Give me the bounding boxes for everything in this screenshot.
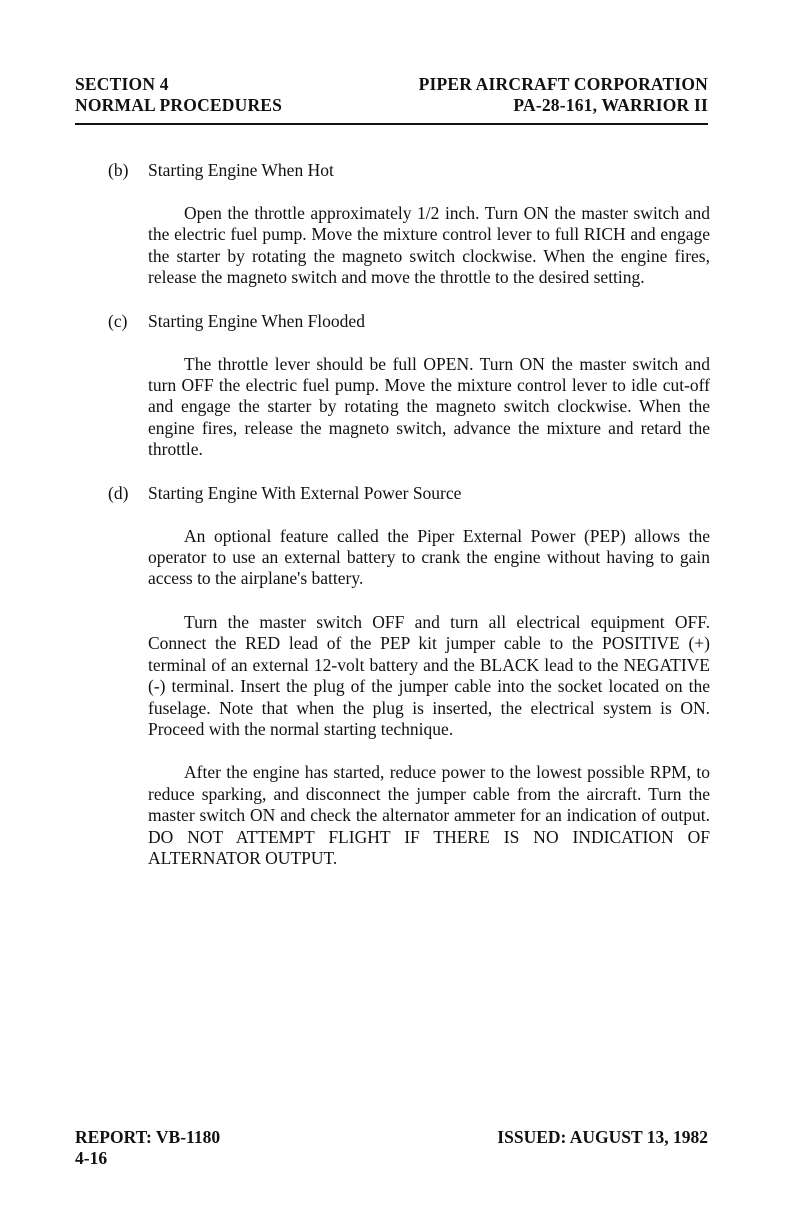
- section-external-power: [108, 483, 710, 870]
- header-row-top: [75, 74, 708, 95]
- paragraph: The throttle lever should be full OPEN. Turn ON the master switch and turn OFF the electric fuel pump. Move the mixture control lever to idle cut-off and engage the starter by rotating the magneto switch clockwise. When the engine fires, release the magneto switch, advance the mixture and retard the throttle.: [148, 353, 710, 460]
- section-letter: (b): [108, 160, 129, 180]
- paragraph: Turn the master switch OFF and turn all electrical equipment OFF. Connect the RED lead of the PEP kit jumper cable to the POSITIVE (+) terminal of an external 12-volt battery and the BLACK lead to the NEGATIVE (-) terminal. Insert the plug of the jumper cable into the socket located on the fuselage. Note that when the plug is inserted, the electrical system is ON. Proceed with the normal starting technique.: [148, 611, 710, 739]
- page-footer: [75, 1127, 708, 1169]
- section-title: Starting Engine With External Power Source: [148, 482, 462, 503]
- section-letter: (d): [108, 482, 129, 503]
- section-heading: [108, 160, 710, 181]
- footer-report: REPORT: VB-1180: [75, 1127, 221, 1147]
- section-title: Starting Engine When Hot: [148, 160, 334, 180]
- section-letter: (c): [108, 310, 128, 331]
- section-starting-hot: [108, 160, 710, 289]
- paragraph: An optional feature called the Piper External Power (PEP) allows the operator to use an external battery to crank the engine without having to gain access to the airplane's battery.: [148, 525, 710, 589]
- footer-row: [75, 1127, 708, 1148]
- header-section-title: NORMAL PROCEDURES: [75, 95, 283, 115]
- section-starting-flooded: [108, 311, 710, 461]
- page-header: [75, 74, 708, 116]
- paragraph: After the engine has started, reduce power to the lowest possible RPM, to reduce sparking, and disconnect the jumper cable from the aircraft. Turn the master switch ON and check the alternator ammeter for an indication of output. DO NOT ATTEMPT FLIGHT IF THERE IS NO INDICATION OF ALTERNATOR OUTPUT.: [148, 762, 710, 868]
- section-heading: [108, 311, 710, 332]
- section-heading: [108, 483, 710, 504]
- page-body: [108, 160, 710, 891]
- header-section-number: SECTION 4: [75, 74, 169, 94]
- page-number: 4-16: [75, 1148, 108, 1168]
- header-row-bottom: [75, 95, 708, 116]
- header-company: PIPER AIRCRAFT CORPORATION: [418, 74, 708, 94]
- footer-issued: ISSUED: AUGUST 13, 1982: [497, 1127, 708, 1147]
- header-divider: [75, 123, 708, 125]
- section-title: Starting Engine When Flooded: [148, 310, 365, 331]
- paragraph: Open the throttle approximately 1/2 inch. Turn ON the master switch and the electric fuel pump. Move the mixture control lever to full RICH and engage the starter by rotating the magneto switch clockwise. When the engine fires, release the magneto switch and move the throttle to the desired setting.: [148, 203, 710, 288]
- header-model: PA-28-161, WARRIOR II: [513, 95, 708, 115]
